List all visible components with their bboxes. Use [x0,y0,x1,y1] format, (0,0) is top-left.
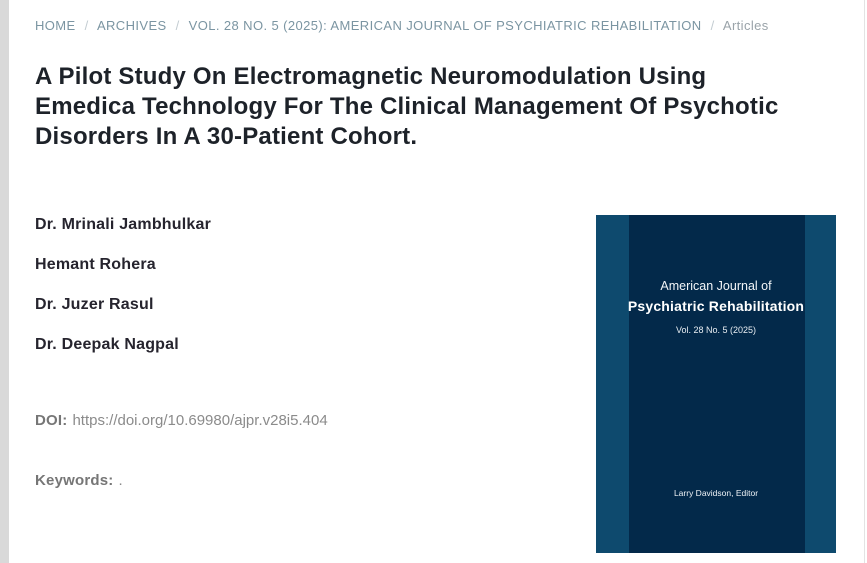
breadcrumb-separator: / [175,18,180,33]
doi-label: DOI: [35,412,68,429]
cover-journal-name-line2: Psychiatric Rehabilitation [627,298,805,314]
breadcrumb-separator: / [84,18,89,33]
cover-journal-name-line1: American Journal of [660,279,772,293]
cover-band-right [805,215,836,553]
keywords-label: Keywords: [35,472,114,489]
author-list [35,217,211,377]
author-name: Dr. Mrinali Jambhulkar [35,216,212,233]
author-name: Hemant Rohera [35,256,156,273]
issue-cover-image[interactable] [596,215,836,553]
keywords-row [35,472,123,489]
doi-link[interactable]: https://doi.org/10.69980/ajpr.v28i5.404 [72,412,328,429]
breadcrumb-archives-link[interactable]: ARCHIVES [96,18,167,33]
breadcrumb-separator: / [710,18,715,33]
keywords-value: . [118,472,123,489]
doi-row [35,412,328,429]
page-right-border [864,0,865,563]
cover-editor-line: Larry Davidson, Editor [673,488,759,498]
author-name: Dr. Deepak Nagpal [35,336,179,353]
breadcrumb-issue-link[interactable]: VOL. 28 NO. 5 (2025): AMERICAN JOURNAL OF PSYCHIATRIC REHABILITATION [188,18,702,33]
cover-band-left [596,215,629,553]
article-title: A Pilot Study On Electromagnetic Neuromodulation Using Emedica Technology For The Clinical Management Of Psychotic Disorders In A 30-Patient Cohort. [35,63,779,150]
breadcrumb-current-section: Articles [722,18,769,33]
breadcrumb-home-link[interactable]: HOME [35,18,76,33]
breadcrumb [35,18,769,33]
window-edge-strip [0,0,9,563]
cover-title-block [596,279,836,336]
cover-issue-label: Vol. 28 No. 5 (2025) [675,325,757,335]
author-name: Dr. Juzer Rasul [35,296,154,313]
